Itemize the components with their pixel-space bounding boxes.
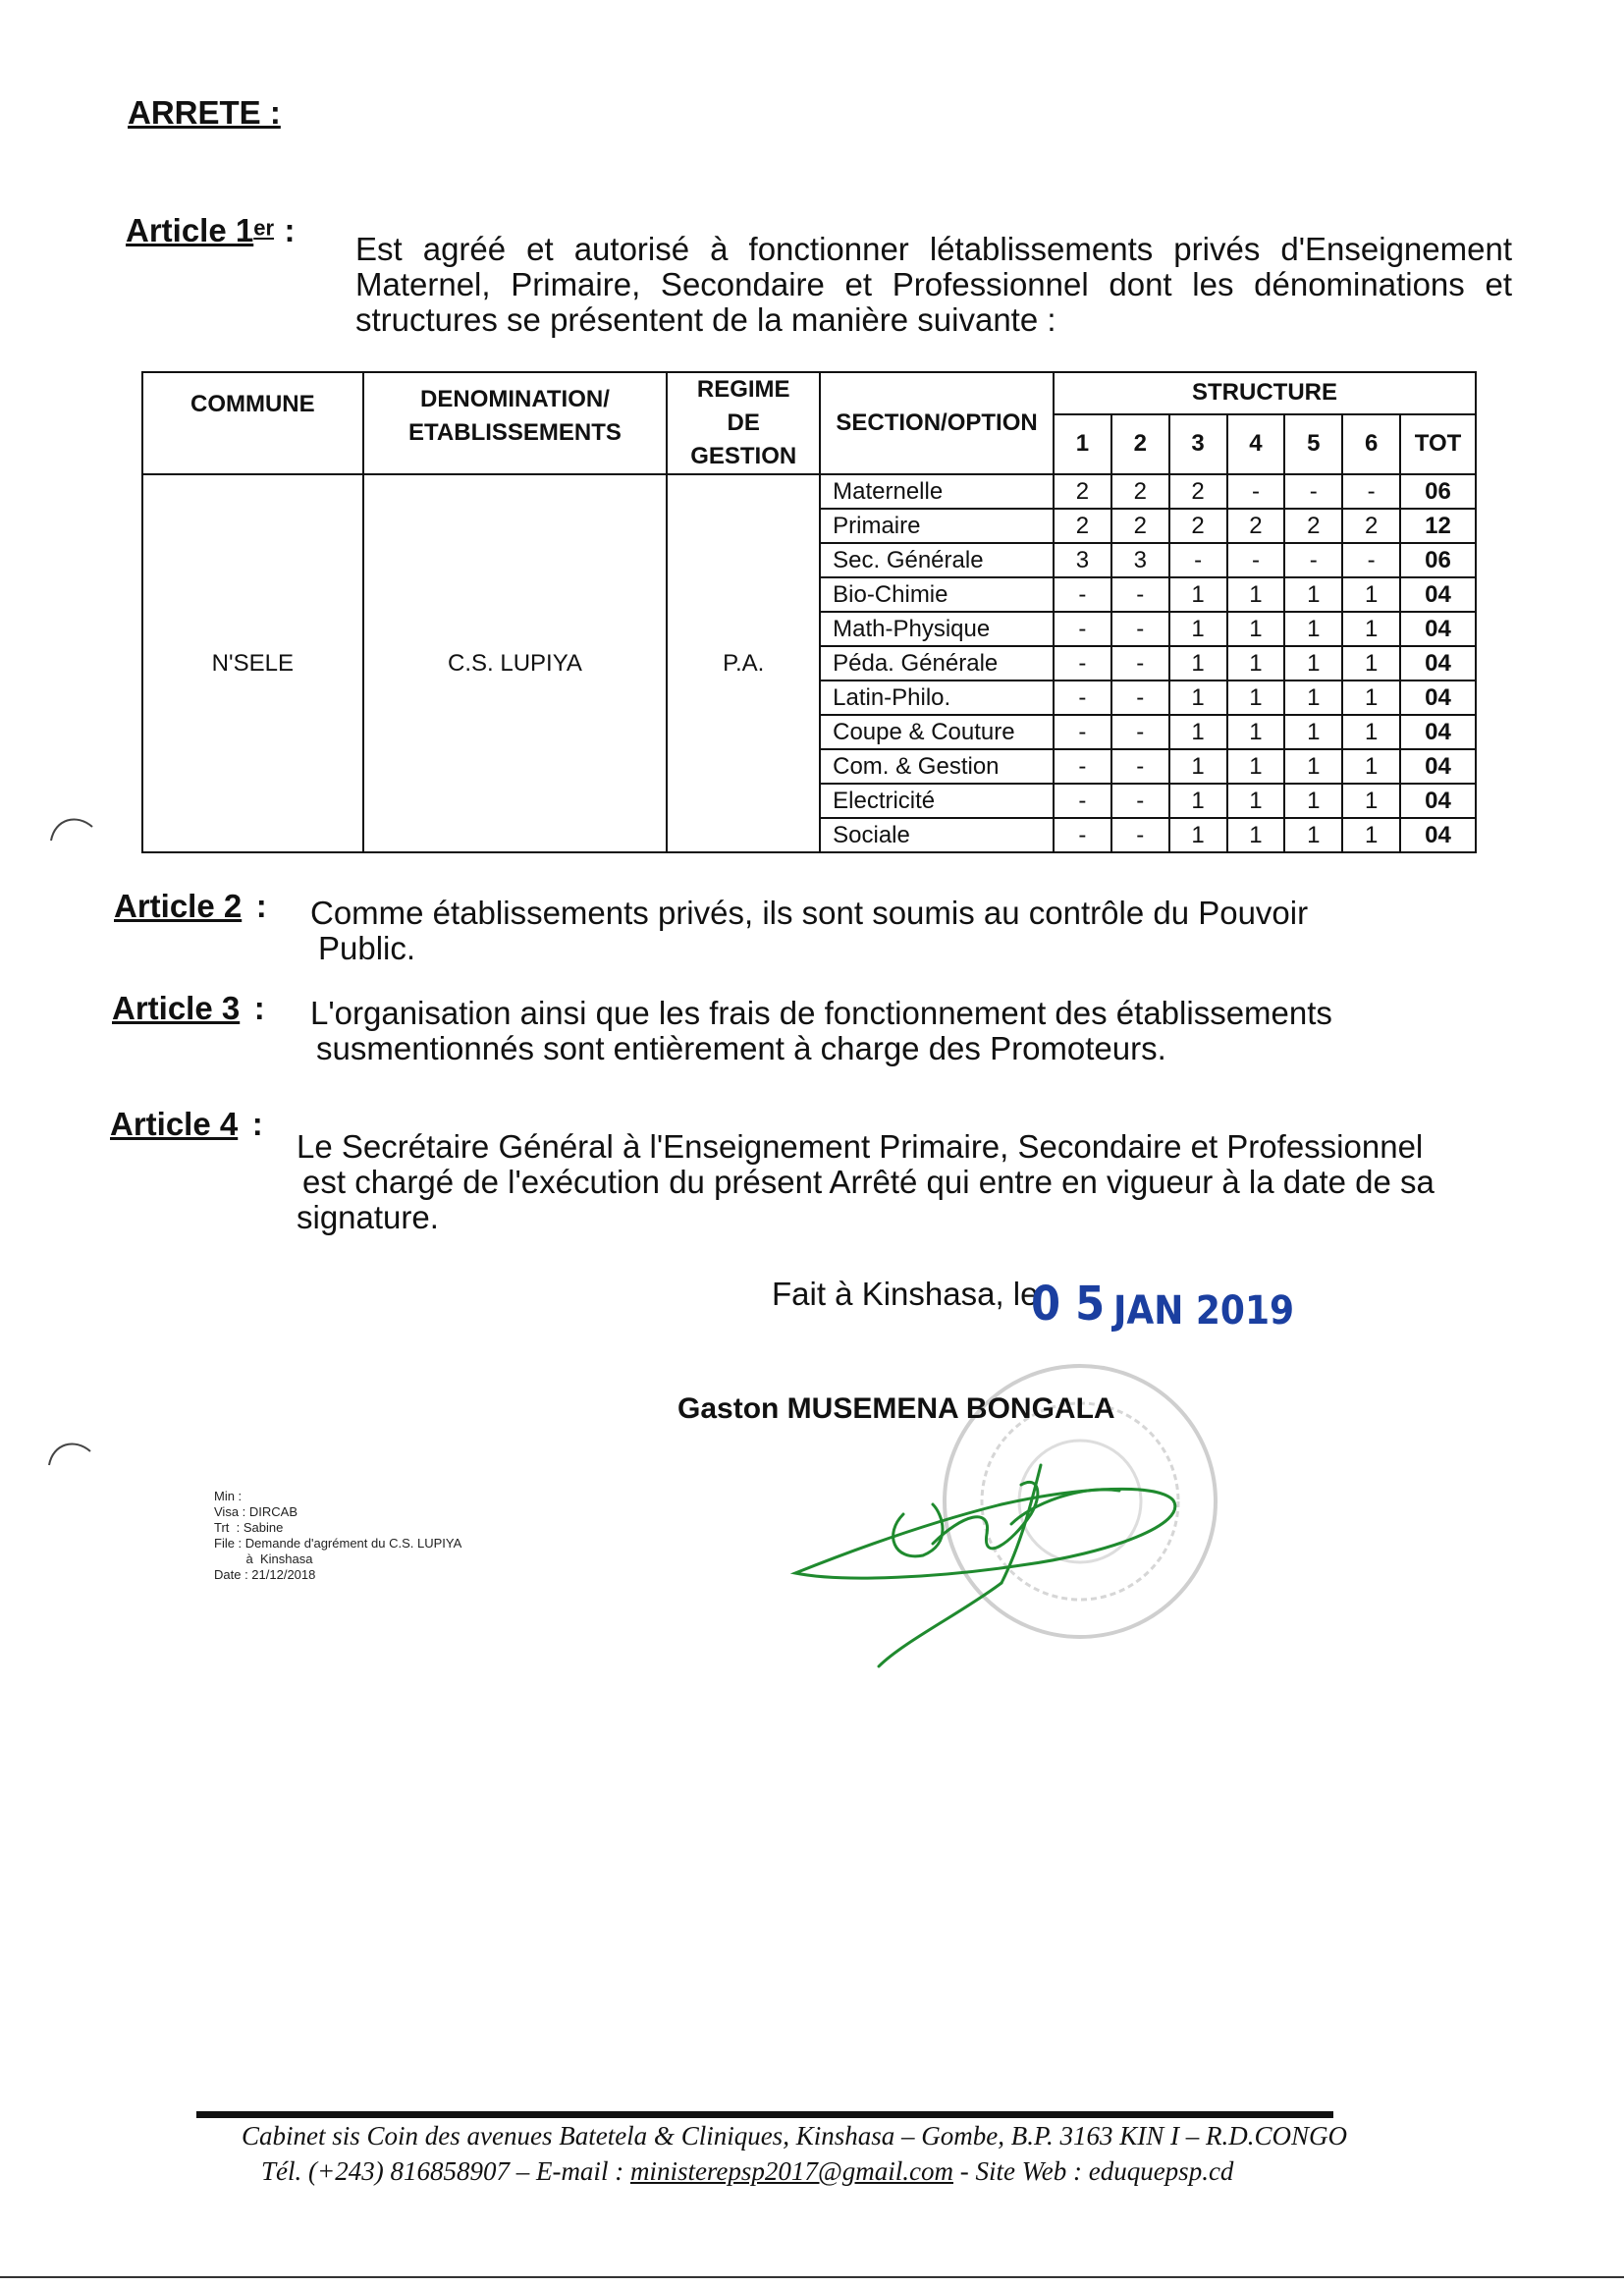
cell-structure-value: 1: [1342, 577, 1400, 612]
cell-total: 04: [1400, 818, 1476, 852]
table-row: [142, 474, 1476, 509]
cell-structure-value: 1: [1284, 818, 1342, 852]
article-4-line: Le Secrétaire Général à l'Enseignement Primaire, Secondaire et Professionnel: [297, 1128, 1424, 1165]
cell-structure-value: 1: [1169, 715, 1227, 749]
header-denomination: [363, 372, 668, 474]
cell-structure-value: 1: [1342, 612, 1400, 646]
bottom-edge-rule: [0, 2276, 1624, 2278]
cell-structure-value: 1: [1169, 612, 1227, 646]
cell-option: Electricité: [820, 784, 1054, 818]
punch-hole-mark-icon: [45, 1430, 94, 1469]
article-1-label-group: [126, 212, 295, 249]
header-regime-line: REGIME: [696, 376, 790, 403]
article-3-line: L'organisation ainsi que les frais de fonctionnement des établissements: [310, 995, 1332, 1031]
cell-structure-value: -: [1054, 818, 1111, 852]
date-stamp-month-year: JAN 2019: [1113, 1288, 1295, 1334]
cell-structure-value: -: [1111, 577, 1169, 612]
cell-structure-value: -: [1227, 474, 1285, 509]
signatory-name: Gaston MUSEMENA BONGALA: [677, 1392, 1115, 1425]
cell-total: 04: [1400, 577, 1476, 612]
cell-option: Math-Physique: [820, 612, 1054, 646]
cell-structure-value: 1: [1342, 749, 1400, 784]
footer-website: - Site Web : eduquepsp.cd: [953, 2156, 1234, 2186]
cell-structure-value: 1: [1227, 818, 1285, 852]
header-col: 5: [1284, 414, 1342, 474]
cell-structure-value: -: [1054, 749, 1111, 784]
cell-structure-value: 1: [1227, 646, 1285, 681]
cell-structure-value: 1: [1342, 715, 1400, 749]
header-col: 3: [1169, 414, 1227, 474]
reference-line: File : Demande d'agrément du C.S. LUPIYA: [214, 1536, 462, 1551]
article-2-colon: :: [255, 888, 267, 924]
cell-structure-value: -: [1111, 749, 1169, 784]
footer-address: Cabinet sis Coin des avenues Batetela & Cliniques, Kinshasa – Gombe, B.P. 3163 KIN I – R.D.CONGO: [242, 2121, 1347, 2151]
cell-structure-value: 1: [1342, 646, 1400, 681]
cell-structure-value: 2: [1169, 474, 1227, 509]
cell-structure-value: 1: [1284, 784, 1342, 818]
signoff-place: Fait à Kinshasa, le: [772, 1276, 1039, 1312]
cell-structure-value: -: [1169, 543, 1227, 577]
article-3-label-group: [112, 990, 265, 1027]
cell-structure-value: 3: [1111, 543, 1169, 577]
reference-line: Visa : DIRCAB: [214, 1504, 298, 1519]
article-4-label: Article 4: [110, 1106, 239, 1142]
header-col: 2: [1111, 414, 1169, 474]
cell-structure-value: -: [1342, 474, 1400, 509]
cell-structure-value: 1: [1284, 715, 1342, 749]
cell-structure-value: -: [1054, 646, 1111, 681]
article-1-label: Article 1: [126, 212, 254, 248]
cell-structure-value: -: [1111, 681, 1169, 715]
reference-block: [214, 1489, 461, 1583]
cell-structure-value: -: [1111, 612, 1169, 646]
article-3-text: [310, 996, 1332, 1066]
cell-total: 04: [1400, 784, 1476, 818]
reference-line: Trt : Sabine: [214, 1520, 284, 1535]
cell-structure-value: -: [1054, 681, 1111, 715]
cell-option: Péda. Générale: [820, 646, 1054, 681]
footer-rule: [196, 2111, 1333, 2118]
cell-structure-value: -: [1284, 543, 1342, 577]
date-stamp-day: 0 5: [1031, 1277, 1106, 1332]
article-2-label: Article 2: [114, 888, 243, 924]
reference-line: à Kinshasa: [214, 1552, 313, 1566]
header-section: SECTION/OPTION: [820, 372, 1054, 474]
cell-structure-value: 1: [1227, 612, 1285, 646]
cell-total: 04: [1400, 612, 1476, 646]
cell-structure-value: -: [1111, 818, 1169, 852]
cell-structure-value: -: [1111, 715, 1169, 749]
cell-structure-value: -: [1054, 715, 1111, 749]
article-3-colon: :: [253, 990, 265, 1026]
cell-structure-value: 1: [1284, 577, 1342, 612]
cell-option: Latin-Philo.: [820, 681, 1054, 715]
cell-total: 04: [1400, 646, 1476, 681]
cell-total: 04: [1400, 681, 1476, 715]
article-4-colon: :: [251, 1106, 263, 1142]
cell-structure-value: 1: [1342, 784, 1400, 818]
header-col: 4: [1227, 414, 1285, 474]
footer-contact: [261, 2156, 1233, 2187]
cell-structure-value: 2: [1284, 509, 1342, 543]
cell-structure-value: -: [1342, 543, 1400, 577]
cell-regime: P.A.: [667, 474, 820, 852]
cell-structure-value: 1: [1169, 818, 1227, 852]
header-denomination-line: DENOMINATION/: [420, 386, 610, 412]
cell-structure-value: 2: [1169, 509, 1227, 543]
cell-structure-value: 1: [1342, 681, 1400, 715]
header-col: 1: [1054, 414, 1111, 474]
cell-structure-value: 2: [1111, 509, 1169, 543]
article-1-line: Maternel, Primaire, Secondaire et Professionnel dont les dénominations et: [355, 266, 1512, 302]
article-3-line: susmentionnés sont entièrement à charge des Promoteurs.: [316, 1030, 1166, 1066]
header-structure: STRUCTURE: [1054, 372, 1476, 414]
footer-email-link[interactable]: ministerepsp2017@gmail.com: [629, 2156, 953, 2186]
article-2-label-group: [114, 888, 267, 925]
article-2-text: [310, 896, 1308, 966]
header-regime-line: DE: [727, 409, 760, 436]
header-col: TOT: [1400, 414, 1476, 474]
cell-total: 06: [1400, 474, 1476, 509]
cell-structure-value: 1: [1284, 681, 1342, 715]
cell-structure-value: 1: [1169, 749, 1227, 784]
cell-structure-value: 1: [1227, 749, 1285, 784]
cell-structure-value: -: [1111, 646, 1169, 681]
cell-option: Coupe & Couture: [820, 715, 1054, 749]
header-regime: [667, 372, 820, 474]
article-4-label-group: [110, 1106, 263, 1143]
header-denomination-line: ETABLISSEMENTS: [408, 419, 622, 446]
cell-option: Primaire: [820, 509, 1054, 543]
cell-structure-value: 1: [1284, 646, 1342, 681]
cell-structure-value: 1: [1342, 818, 1400, 852]
cell-commune: N'SELE: [142, 474, 363, 852]
cell-structure-value: 1: [1169, 681, 1227, 715]
cell-structure-value: -: [1054, 612, 1111, 646]
cell-total: 12: [1400, 509, 1476, 543]
article-4-text: [297, 1129, 1435, 1235]
reference-line: Min :: [214, 1489, 243, 1503]
article-4-line: signature.: [297, 1199, 439, 1235]
header-commune: COMMUNE: [142, 372, 363, 474]
cell-structure-value: 3: [1054, 543, 1111, 577]
article-1-superscript: er: [253, 215, 275, 241]
cell-structure-value: 1: [1227, 577, 1285, 612]
cell-structure-value: -: [1054, 577, 1111, 612]
cell-structure-value: 2: [1342, 509, 1400, 543]
cell-structure-value: 2: [1227, 509, 1285, 543]
cell-structure-value: 1: [1284, 749, 1342, 784]
structure-table: [141, 371, 1477, 853]
cell-structure-value: 2: [1054, 474, 1111, 509]
cell-total: 06: [1400, 543, 1476, 577]
cell-structure-value: 1: [1169, 784, 1227, 818]
cell-structure-value: -: [1284, 474, 1342, 509]
cell-structure-value: -: [1111, 784, 1169, 818]
cell-structure-value: 1: [1227, 715, 1285, 749]
article-1-colon: :: [284, 212, 296, 248]
cell-option: Sociale: [820, 818, 1054, 852]
document-heading: ARRETE :: [128, 94, 281, 131]
article-2-line: Comme établissements privés, ils sont soumis au contrôle du Pouvoir: [310, 895, 1309, 931]
cell-etablissement: C.S. LUPIYA: [363, 474, 668, 852]
article-1-text: [355, 232, 1512, 338]
header-regime-line: GESTION: [690, 443, 797, 469]
cell-structure-value: 1: [1227, 784, 1285, 818]
cell-option: Sec. Générale: [820, 543, 1054, 577]
handwritten-signature-icon: [785, 1445, 1198, 1677]
cell-structure-value: 2: [1054, 509, 1111, 543]
article-1-line: structures se présentent de la manière suivante :: [355, 301, 1056, 338]
cell-structure-value: 1: [1169, 646, 1227, 681]
cell-structure-value: 1: [1284, 612, 1342, 646]
article-3-label: Article 3: [112, 990, 241, 1026]
cell-option: Com. & Gestion: [820, 749, 1054, 784]
cell-option: Bio-Chimie: [820, 577, 1054, 612]
header-col: 6: [1342, 414, 1400, 474]
punch-hole-mark-icon: [47, 805, 96, 844]
article-2-line: Public.: [318, 930, 416, 966]
footer-phone: Tél. (+243) 816858907 – E-mail :: [261, 2156, 630, 2186]
article-4-line: est chargé de l'exécution du présent Arrêté qui entre en vigueur à la date de sa: [302, 1164, 1435, 1200]
article-1-line: Est agréé et autorisé à fonctionner létablissements privés d'Enseignement: [355, 231, 1512, 267]
cell-option: Maternelle: [820, 474, 1054, 509]
reference-line: Date : 21/12/2018: [214, 1567, 316, 1582]
cell-structure-value: 1: [1169, 577, 1227, 612]
cell-total: 04: [1400, 749, 1476, 784]
cell-total: 04: [1400, 715, 1476, 749]
cell-structure-value: 1: [1227, 681, 1285, 715]
cell-structure-value: -: [1054, 784, 1111, 818]
cell-structure-value: 2: [1111, 474, 1169, 509]
cell-structure-value: -: [1227, 543, 1285, 577]
